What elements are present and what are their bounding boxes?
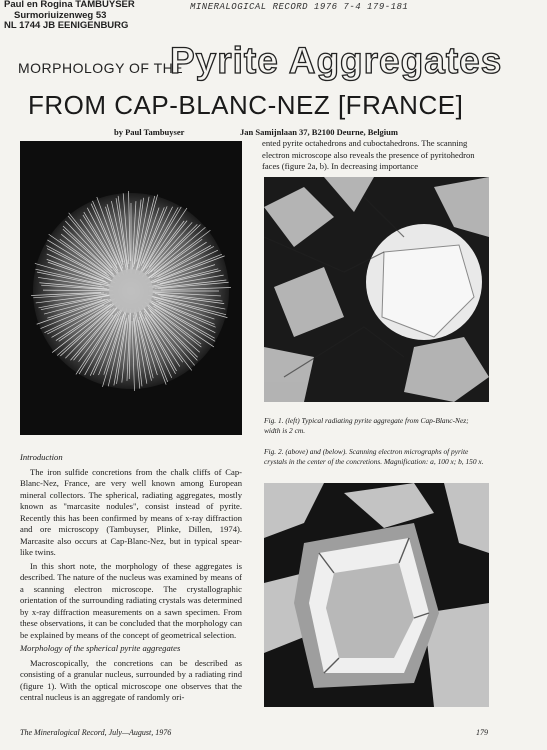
author-address: Jan Samijnlaan 37, B2100 Deurne, Belgium <box>240 127 398 137</box>
figure-1-photo <box>20 141 242 435</box>
journal-footer: The Mineralogical Record, July—August, 1976 <box>20 728 172 737</box>
stamp-line: Paul en Rogina TAMBUYSER <box>4 0 135 10</box>
figure-1-caption: Fig. 1. (left) Typical radiating pyrite aggregate from Cap-Blanc-Nez; width is 2 cm. <box>264 416 469 435</box>
section-heading: Morphology of the spherical pyrite aggregates <box>20 643 181 653</box>
page-number: 179 <box>476 728 488 737</box>
title-kicker: MORPHOLOGY OF THE <box>18 60 184 76</box>
handwritten-citation: MINERALOGICAL RECORD 1976 7-4 179-181 <box>190 2 409 12</box>
sem-image-a <box>264 177 489 402</box>
figure-2b-micrograph <box>264 483 489 707</box>
section-heading: Introduction <box>20 452 63 462</box>
stamp-line: Surmoriuizenweg 53 <box>14 9 107 21</box>
title-display: Pyrite Aggregates <box>170 40 503 81</box>
paragraph: Macroscopically, the concretions can be described as consisting of a granular nucleus, surrounded by a radiating rind (figure 1). With the optical microscope one observes that the central nucleus is an aggregate of randomly ori- <box>20 657 242 702</box>
figure-2a-micrograph <box>264 177 489 402</box>
figure-2-caption: Fig. 2. (above) and (below). Scanning electron micrographs of pyrite crystals in the center of the concretions. Magnification: a, 100 x; b, 150 x. <box>264 447 484 466</box>
paragraph: The iron sulfide concretions from the chalk cliffs of Cap-Blanc-Nez, France, are very well known among European mineral collectors. The spherical, radiating aggregates, mostly known as "marcasite nodules", consist instead of pyrite. Recently this has been confirmed by means of x-ray diffraction and ore microscopy (Tambuyser, Plinke, Dillen, 1974). Marcasite also occurs at Cap-Blanc-Nez, but in typical spear-like twins. <box>20 466 242 557</box>
paragraph: In this short note, the morphology of these aggregates is described. The nature of the nucleus was examined by means of a scanning electron microscope. The crystallographic orientation of the surrounding radiating crystals was determined by x-ray diffraction measurements on a sawn specimen. From these observations, it can be concluded that the morphology can be explained by means of the concept of geometrical selection. <box>20 560 242 640</box>
radiating-aggregate-image <box>20 141 242 435</box>
article-body <box>20 452 242 706</box>
sem-image-b <box>264 483 489 707</box>
right-column-text: ented pyrite octahedrons and cuboctahedrons. The scanning electron microscope also reveals the presence of pyritohedron faces (figure 2a, b). In decreasing importance <box>262 138 475 171</box>
owner-stamp <box>4 0 135 32</box>
author-byline: by Paul Tambuyser <box>114 127 185 137</box>
title-subtitle: FROM CAP-BLANC-NEZ [FRANCE] <box>28 90 464 120</box>
stamp-line: NL 1744 JB EENIGENBURG <box>4 20 129 31</box>
